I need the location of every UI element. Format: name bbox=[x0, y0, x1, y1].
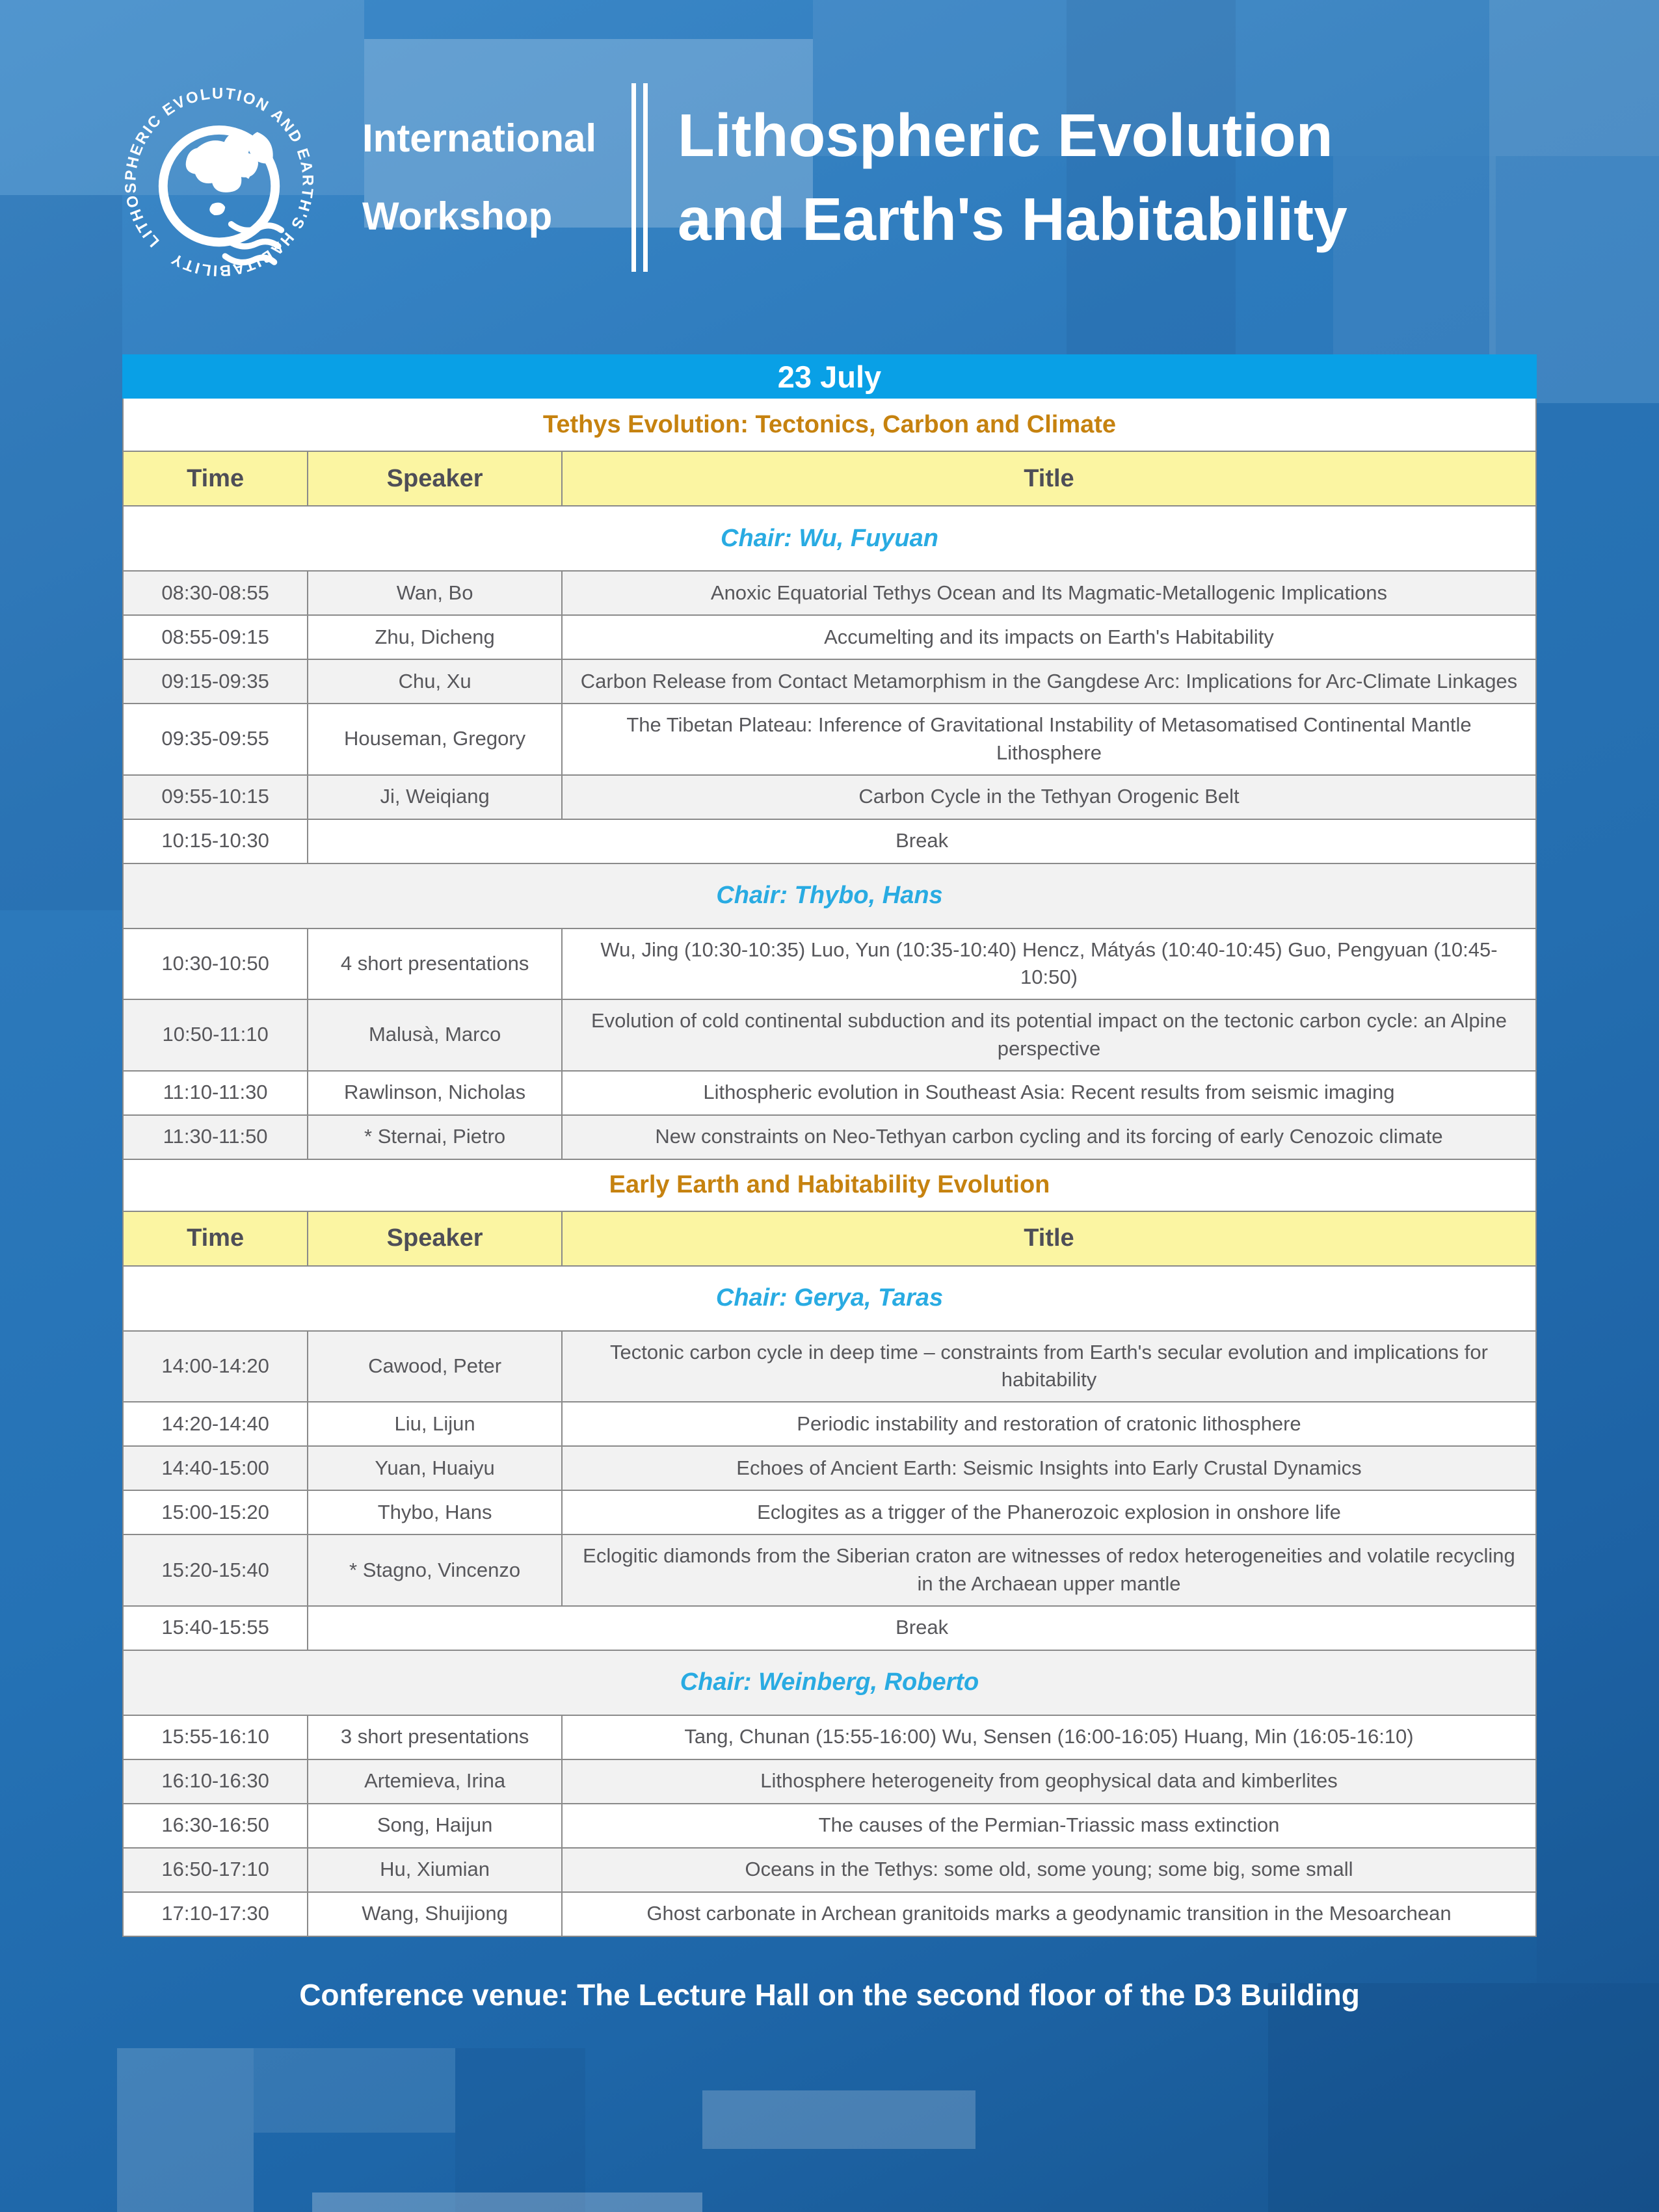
speaker-cell: Artemieva, Irina bbox=[307, 1760, 561, 1803]
bg-rect bbox=[455, 2048, 585, 2212]
speaker-cell: 4 short presentations bbox=[307, 929, 561, 999]
col-header-speaker: Speaker bbox=[307, 1212, 561, 1265]
bg-rect bbox=[702, 2090, 975, 2149]
talk-row bbox=[124, 1490, 1535, 1534]
time-cell: 17:10-17:30 bbox=[161, 1902, 269, 1925]
time-cell: 08:30-08:55 bbox=[161, 581, 269, 604]
talk-row bbox=[124, 1715, 1535, 1759]
time-cell: 09:55-10:15 bbox=[161, 785, 269, 808]
date-header: 23 July bbox=[122, 354, 1537, 399]
title-cell: Echoes of Ancient Earth: Seismic Insights into Early Crustal Dynamics bbox=[561, 1447, 1535, 1490]
break-label: Break bbox=[307, 820, 1535, 863]
chair-row bbox=[124, 1265, 1535, 1330]
talk-row bbox=[124, 1330, 1535, 1402]
title-cell: Carbon Release from Contact Metamorphism in the Gangdese Arc: Implications for Arc-Climate Linkages bbox=[561, 660, 1535, 703]
talk-row bbox=[124, 1803, 1535, 1847]
title-cell: Lithospheric evolution in Southeast Asia: Recent results from seismic imaging bbox=[561, 1072, 1535, 1114]
col-header-time: Time bbox=[187, 1224, 245, 1252]
speaker-cell: Thybo, Hans bbox=[307, 1491, 561, 1534]
venue-footer: Conference venue: The Lecture Hall on the second floor of the D3 Building bbox=[299, 1977, 1360, 2012]
title-cell: Ghost carbonate in Archean granitoids marks a geodynamic transition in the Mesoarchean bbox=[561, 1893, 1535, 1936]
talk-row bbox=[124, 1534, 1535, 1605]
chair-row bbox=[124, 1650, 1535, 1715]
time-cell: 16:10-16:30 bbox=[161, 1769, 269, 1793]
time-cell: 14:00-14:20 bbox=[161, 1354, 269, 1377]
page-title-line1: Lithospheric Evolution bbox=[678, 101, 1333, 170]
speaker-cell: * Sternai, Pietro bbox=[307, 1116, 561, 1159]
talk-row bbox=[124, 1891, 1535, 1936]
title-cell: Evolution of cold continental subduction and its potential impact on the tectonic carbon cycle: an Alpine perspective bbox=[561, 1000, 1535, 1070]
title-cell: Lithosphere heterogeneity from geophysical data and kimberlites bbox=[561, 1760, 1535, 1803]
time-cell: 10:50-11:10 bbox=[162, 1023, 269, 1046]
title-cell: New constraints on Neo-Tethyan carbon cycling and its forcing of early Cenozoic climate bbox=[561, 1116, 1535, 1159]
talk-row bbox=[124, 1114, 1535, 1159]
workshop-label-line1: International bbox=[362, 116, 597, 160]
time-cell: 11:30-11:50 bbox=[163, 1125, 268, 1148]
title-cell: Tectonic carbon cycle in deep time – constraints from Earth's secular evolution and implications for habitability bbox=[561, 1332, 1535, 1402]
time-cell: 09:15-09:35 bbox=[161, 669, 269, 692]
talk-row bbox=[124, 999, 1535, 1070]
time-cell: 15:40-15:55 bbox=[161, 1616, 269, 1639]
logo-continent-icon bbox=[186, 133, 258, 192]
speaker-cell: Rawlinson, Nicholas bbox=[307, 1072, 561, 1114]
col-header-speaker: Speaker bbox=[307, 452, 561, 505]
speaker-cell: Ji, Weiqiang bbox=[307, 776, 561, 819]
time-cell: 08:55-09:15 bbox=[161, 625, 269, 648]
break-row bbox=[124, 819, 1535, 863]
title-cell: Oceans in the Tethys: some old, some young; some big, some small bbox=[561, 1849, 1535, 1891]
speaker-cell: Liu, Lijun bbox=[307, 1402, 561, 1445]
speaker-cell: Houseman, Gregory bbox=[307, 704, 561, 774]
time-cell: 10:30-10:50 bbox=[161, 951, 269, 975]
title-cell: The causes of the Permian-Triassic mass extinction bbox=[561, 1804, 1535, 1847]
title-cell: Wu, Jing (10:30-10:35) Luo, Yun (10:35-10:40) Hencz, Mátyás (10:40-10:45) Guo, Pengyuan (10:45-10:50) bbox=[561, 929, 1535, 999]
talk-row bbox=[124, 1070, 1535, 1114]
col-header-time: Time bbox=[187, 464, 245, 492]
workshop-logo-icon bbox=[119, 82, 319, 282]
time-cell: 14:40-15:00 bbox=[161, 1456, 269, 1479]
header-divider bbox=[631, 83, 648, 272]
speaker-cell: * Stagno, Vincenzo bbox=[307, 1535, 561, 1605]
bg-rect bbox=[312, 2192, 702, 2212]
workshop-label bbox=[362, 99, 596, 256]
speaker-cell: Wan, Bo bbox=[307, 572, 561, 614]
speaker-cell: Wang, Shuijiong bbox=[307, 1893, 561, 1936]
talk-row bbox=[124, 570, 1535, 614]
chair-label: Chair: Thybo, Hans bbox=[716, 882, 943, 910]
time-cell: 16:50-17:10 bbox=[161, 1858, 269, 1881]
speaker-cell: Cawood, Peter bbox=[307, 1332, 561, 1402]
page-header bbox=[0, 0, 1659, 354]
time-cell: 11:10-11:30 bbox=[163, 1081, 268, 1104]
speaker-cell: Malusà, Marco bbox=[307, 1000, 561, 1070]
section-title: Tethys Evolution: Tectonics, Carbon and Climate bbox=[124, 399, 1535, 451]
time-cell: 15:20-15:40 bbox=[161, 1558, 269, 1581]
col-header-title: Title bbox=[561, 452, 1535, 505]
speaker-cell: Yuan, Huaiyu bbox=[307, 1447, 561, 1490]
talk-row bbox=[124, 774, 1535, 819]
chair-label: Chair: Weinberg, Roberto bbox=[680, 1668, 979, 1696]
talk-row bbox=[124, 659, 1535, 703]
time-cell: 15:00-15:20 bbox=[161, 1500, 269, 1523]
talk-row bbox=[124, 1847, 1535, 1891]
chair-label: Chair: Wu, Fuyuan bbox=[721, 524, 938, 552]
talk-row bbox=[124, 1445, 1535, 1490]
title-cell: Eclogites as a trigger of the Phanerozoic explosion in onshore life bbox=[561, 1491, 1535, 1534]
title-cell: Periodic instability and restoration of cratonic lithosphere bbox=[561, 1402, 1535, 1445]
speaker-cell: Zhu, Dicheng bbox=[307, 616, 561, 659]
time-cell: 15:55-16:10 bbox=[161, 1725, 269, 1748]
section-title: Early Earth and Habitability Evolution bbox=[124, 1159, 1535, 1211]
chair-row bbox=[124, 863, 1535, 928]
speaker-cell: Hu, Xiumian bbox=[307, 1849, 561, 1891]
title-cell: Tang, Chunan (15:55-16:00) Wu, Sensen (16:00-16:05) Huang, Min (16:05-16:10) bbox=[561, 1716, 1535, 1759]
bg-rect bbox=[1537, 403, 1659, 1983]
workshop-label-line2: Workshop bbox=[362, 194, 553, 238]
talk-row bbox=[124, 1759, 1535, 1803]
title-cell: Anoxic Equatorial Tethys Ocean and Its Magmatic-Metallogenic Implications bbox=[561, 572, 1535, 614]
page-title bbox=[678, 94, 1347, 261]
title-cell: Eclogitic diamonds from the Siberian craton are witnesses of redox heterogeneities and volatile recycling in the Archaean upper mantle bbox=[561, 1535, 1535, 1605]
speaker-cell: 3 short presentations bbox=[307, 1716, 561, 1759]
title-cell: The Tibetan Plateau: Inference of Gravitational Instability of Metasomatised Continental Mantle Lithosphere bbox=[561, 704, 1535, 774]
time-cell: 10:15-10:30 bbox=[161, 829, 269, 852]
speaker-cell: Chu, Xu bbox=[307, 660, 561, 703]
break-label: Break bbox=[307, 1607, 1535, 1650]
speaker-cell: Song, Haijun bbox=[307, 1804, 561, 1847]
schedule-sections bbox=[122, 399, 1537, 1937]
logo-ring-text: LITHOSPHERIC EVOLUTION AND EARTH'S HABITABILITY bbox=[122, 84, 317, 280]
talk-row bbox=[124, 928, 1535, 999]
talk-row bbox=[124, 614, 1535, 659]
talk-row bbox=[124, 1401, 1535, 1445]
logo-continent-icon bbox=[209, 202, 225, 215]
time-cell: 16:30-16:50 bbox=[161, 1813, 269, 1837]
title-cell: Accumelting and its impacts on Earth's Habitability bbox=[561, 616, 1535, 659]
columns-header-row bbox=[124, 451, 1535, 505]
columns-header-row bbox=[124, 1211, 1535, 1265]
time-cell: 14:20-14:40 bbox=[161, 1412, 269, 1435]
col-header-title: Title bbox=[561, 1212, 1535, 1265]
bg-rect bbox=[117, 2048, 254, 2212]
title-cell: Carbon Cycle in the Tethyan Orogenic Belt bbox=[561, 776, 1535, 819]
chair-row bbox=[124, 505, 1535, 570]
time-cell: 09:35-09:55 bbox=[161, 727, 269, 750]
schedule-table bbox=[122, 354, 1537, 1937]
page-title-line2: and Earth's Habitability bbox=[678, 185, 1347, 253]
bg-rect bbox=[254, 2048, 455, 2133]
bg-rect bbox=[1268, 1983, 1659, 2212]
break-row bbox=[124, 1605, 1535, 1650]
talk-row bbox=[124, 703, 1535, 774]
chair-label: Chair: Gerya, Taras bbox=[715, 1284, 944, 1312]
